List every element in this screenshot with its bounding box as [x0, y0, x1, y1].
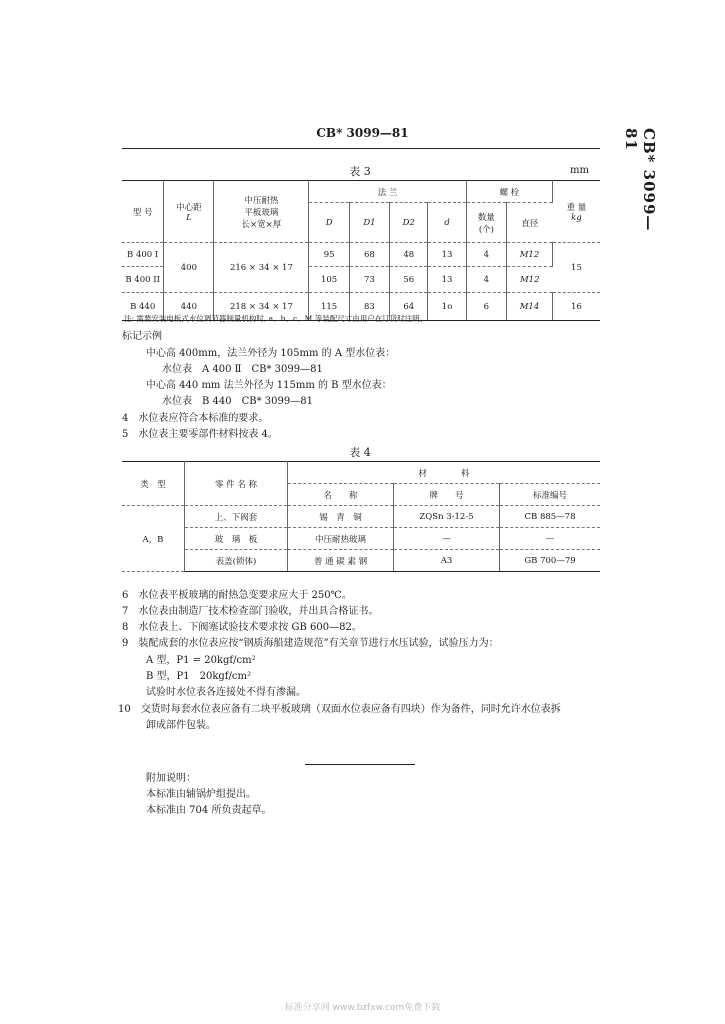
t3-col-D2: D2 — [390, 203, 428, 243]
t4-cell-mat-name: 普 通 碳 素 钢 — [288, 550, 394, 572]
t4-cell-grade: ZQSn 3-12-5 — [394, 506, 500, 528]
t3-center-symbol: L — [186, 212, 192, 223]
t4-col-mat-name: 名 称 — [288, 484, 394, 506]
table-row — [122, 550, 600, 572]
t3-glass-l1: 中压耐热 — [244, 195, 279, 206]
t3-col-model: 型 号 — [122, 181, 164, 243]
side-standard-code: CB* 3099—81 — [622, 128, 658, 232]
t3-cell-qty: 6 — [466, 293, 506, 321]
t3-glass-l3: 长×宽×厚 — [241, 219, 282, 230]
table4 — [122, 461, 600, 572]
example-line-3: 中心高 440 mm 法兰外径为 115mm 的 B 型水位表： — [146, 380, 392, 391]
t3-cell-dia: M12 — [507, 243, 553, 267]
t3-cell-D: 95 — [309, 243, 349, 267]
t3-col-dia: 直径 — [507, 203, 553, 243]
table3 — [122, 180, 600, 321]
clause-10-line-1: 10 交货时每套水位表应备有二块平板玻璃（双面水位表应备有四块）作为备件，同时允许水位表拆 — [118, 704, 561, 715]
t4-col-type: 类 型 — [122, 462, 185, 506]
t3-cell-glass: 218 × 34 × 17 — [214, 293, 309, 321]
t3-col-d: d — [428, 203, 466, 243]
t3-cell-weight: 15 — [552, 243, 600, 293]
t3-cell-D: 105 — [309, 267, 349, 293]
t3-col-glass — [214, 181, 309, 243]
t3-col-weight — [552, 181, 600, 243]
example-line-2: 水位表 A 400 Ⅱ CB* 3099—81 — [162, 364, 323, 375]
example-line-1: 中心高 400mm，法兰外径为 105mm 的 A 型水位表： — [146, 348, 396, 359]
clause-9-leak: 试验时水位表各连接处不得有渗漏。 — [146, 687, 306, 698]
clause-7: 7 水位表由制造厂技术检查部门验收，并出具合格证书。 — [122, 606, 379, 617]
clause-8: 8 水位表上、下阀塞试验技术要求按 GB 600—82。 — [122, 622, 362, 633]
t3-cell-dia: M14 — [507, 293, 553, 321]
t3-cell-model: B 440 — [122, 293, 164, 321]
t3-cell-model: B 400 II — [122, 267, 164, 293]
t3-cell-L: 400 — [164, 243, 214, 293]
table-row — [122, 506, 600, 528]
table3-unit: mm — [570, 165, 589, 176]
header-rule — [122, 148, 600, 149]
table3-note: 注: 需要安装电板式水位调节器制量机构时, a、b、c、M 等装配尺寸由用户在订货时注明。 — [124, 314, 428, 323]
t3-center-label: 中心距 — [176, 202, 202, 213]
t4-cell-grade: A3 — [394, 550, 500, 572]
table-row — [122, 528, 600, 550]
t3-cell-weight: 16 — [552, 293, 600, 321]
table-row — [122, 243, 600, 267]
t3-cell-glass: 216 × 34 × 17 — [214, 243, 309, 293]
t3-cell-D1: 83 — [349, 293, 389, 321]
t4-cell-grade: — — [394, 528, 500, 550]
t3-cell-D2: 56 — [390, 267, 428, 293]
t3-cell-d: 1o — [428, 293, 466, 321]
clause-9: 9 装配成套的水位表应按“钢质海船建造规范”有关章节进行水压试验，试验压力为： — [122, 638, 499, 649]
t4-cell-type: A，B — [122, 506, 185, 572]
t3-cell-dia: M12 — [507, 267, 553, 293]
table4-caption: 表 4 — [349, 446, 371, 459]
t3-col-D1: D1 — [349, 203, 389, 243]
t3-cell-D2: 48 — [390, 243, 428, 267]
t4-cell-mat-name: 锡 青 铜 — [288, 506, 394, 528]
t3-cell-D2: 64 — [390, 293, 428, 321]
t4-cell-part: 表盖(锁体) — [185, 550, 288, 572]
t3-col-bolt: 螺 栓 — [466, 181, 552, 203]
t4-col-part: 零 件 名 称 — [185, 462, 288, 506]
page-header-code: CB* 3099—81 — [316, 126, 409, 140]
t3-glass-l2: 平板玻璃 — [244, 207, 279, 218]
t4-cell-part: 玻 璃 板 — [185, 528, 288, 550]
table3-caption: 表 3 — [349, 165, 371, 178]
t3-cell-D1: 73 — [349, 267, 389, 293]
t3-weight-label: 重 量 — [566, 202, 587, 213]
t4-cell-std: CB 885—78 — [500, 506, 601, 528]
clause-6: 6 水位表平板玻璃的耐热急变要求应大于 250℃。 — [122, 590, 352, 601]
t3-cell-model: B 400 I — [122, 243, 164, 267]
t3-weight-unit: kg — [571, 212, 582, 223]
watermark-text: 标准分享网 www.bzfxw.com免费下载 — [284, 1003, 441, 1013]
t3-cell-qty: 4 — [466, 243, 506, 267]
t3-cell-L: 440 — [164, 293, 214, 321]
clause-4: 4 水位表应符合本标准的要求。 — [122, 413, 269, 424]
t4-cell-std: GB 700—79 — [500, 550, 601, 572]
t4-cell-part: 上、下阀套 — [185, 506, 288, 528]
t3-cell-D1: 68 — [349, 243, 389, 267]
example-line-4: 水位表 B 440 CB* 3099—81 — [162, 396, 313, 407]
t4-col-std: 标准编号 — [500, 484, 601, 506]
t3-col-center — [164, 181, 214, 243]
appendix-title: 附加说明： — [146, 773, 196, 784]
example-heading: 标记示例 — [122, 331, 162, 342]
t3-qty-unit: (个) — [478, 224, 494, 235]
appendix-line-2: 本标准由 704 所负责起草。 — [146, 805, 272, 816]
t3-cell-D: 115 — [309, 293, 349, 321]
t3-cell-qty: 4 — [466, 267, 506, 293]
end-separator — [305, 764, 415, 765]
t3-cell-d: 13 — [428, 243, 466, 267]
t4-col-material: 材 料 — [288, 462, 601, 484]
t4-cell-std: — — [500, 528, 601, 550]
t3-col-qty — [466, 203, 506, 243]
clause-9-type-b: B 型，P1 20kgf/cm² — [146, 671, 251, 682]
t3-col-flange: 法 兰 — [309, 181, 466, 203]
t3-col-D: D — [309, 203, 349, 243]
t3-qty-label: 数量 — [477, 212, 495, 223]
t3-cell-d: 13 — [428, 267, 466, 293]
clause-10-line-2: 卸成部件包装。 — [146, 720, 216, 731]
appendix-line-1: 本标准由辅锅炉组提出。 — [146, 789, 256, 800]
t4-cell-mat-name: 中压耐热玻璃 — [288, 528, 394, 550]
t4-col-grade: 牌 号 — [394, 484, 500, 506]
clause-9-type-a: A 型，P1 = 20kgf/cm² — [146, 655, 256, 666]
clause-5: 5 水位表主要零部件材料按表 4。 — [122, 429, 278, 440]
